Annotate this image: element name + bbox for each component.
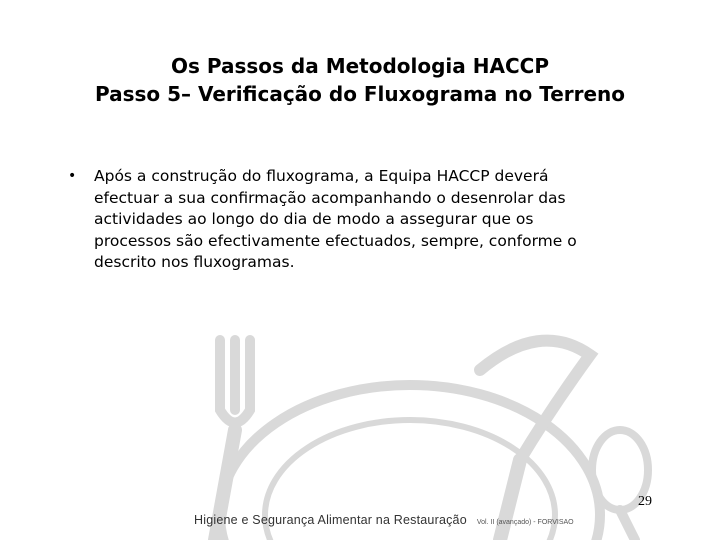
title-line-2: Passo 5– Verificação do Fluxograma no Terreno bbox=[94, 82, 626, 106]
bullet-line: descrito nos fluxogramas. bbox=[94, 253, 295, 271]
title-line-1: Os Passos da Metodologia HACCP bbox=[171, 54, 549, 78]
bullet-list bbox=[68, 166, 668, 274]
bullet-line: actividades ao longo do dia de modo a assegurar que os bbox=[94, 210, 534, 228]
footer bbox=[194, 511, 574, 529]
slide-title bbox=[0, 52, 720, 108]
footer-text: Higiene e Segurança Alimentar na Restauração bbox=[194, 513, 467, 527]
fork-knife-plate-icon bbox=[120, 300, 680, 540]
bullet-dot-icon: • bbox=[68, 168, 77, 184]
bullet-line: processos são efectivamente efectuados, sempre, conforme o bbox=[94, 231, 577, 250]
bullet-line: efectuar a sua confirmação acompanhando o desenrolar das bbox=[94, 188, 566, 207]
bullet-item bbox=[68, 166, 668, 274]
page-number: 29 bbox=[638, 494, 652, 509]
footer-subtext: Vol. II (avançado) - FORVISAO bbox=[476, 519, 574, 526]
bullet-line: Após a construção do fluxograma, a Equipa HACCP deverá bbox=[94, 167, 549, 185]
